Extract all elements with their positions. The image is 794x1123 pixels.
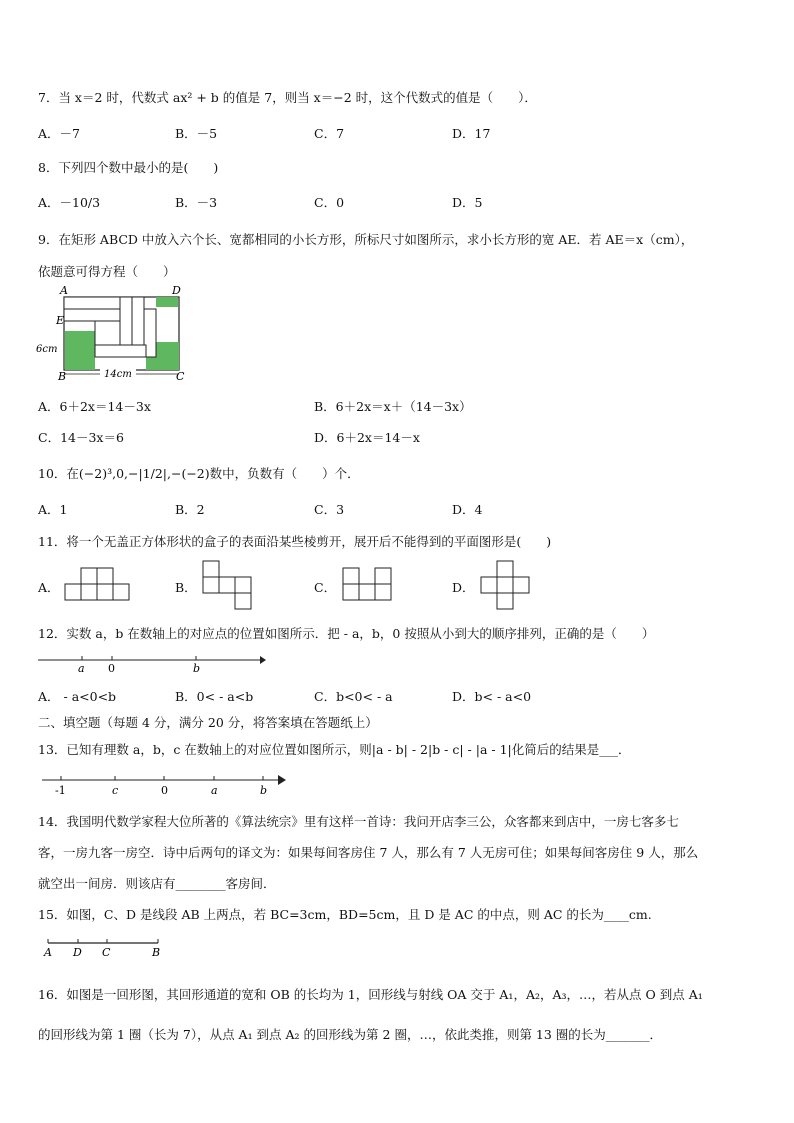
- label-d: D: [172, 284, 181, 297]
- q13-number-line: [40, 772, 290, 798]
- label-a: A: [60, 284, 68, 297]
- q9-option-a: A．6＋2x＝14－3x: [38, 399, 151, 414]
- q12-option-b: B．0< - a<b: [175, 689, 254, 704]
- q8-option-d: D．5: [452, 195, 483, 210]
- q7-option-d: D．17: [452, 126, 491, 141]
- axis-label-a: a: [78, 662, 85, 675]
- small-rect-2: [64, 309, 120, 321]
- q9-rectangle-figure: [36, 282, 186, 382]
- q8-stem: 8．下列四个数中最小的是( ): [38, 160, 219, 175]
- small-rect-3: [120, 297, 132, 345]
- label-b: B: [152, 946, 161, 959]
- label-a: A: [44, 946, 52, 959]
- label-c: C: [176, 370, 185, 382]
- q8-option-b: B．－3: [175, 195, 218, 210]
- q12-number-line: [36, 648, 268, 676]
- q14-line1: 14．我国明代数学家程大位所著的《算法统宗》里有这样一首诗：我问开店李三公，众客都来到店中，一房七客多七: [38, 814, 679, 829]
- small-rect-4: [132, 297, 144, 345]
- q11-stem: 11．将一个无盖正方体形状的盒子的表面沿某些棱剪开，展开后不能得到的平面图形是( ): [38, 534, 552, 549]
- q15-stem: 15．如图，C、D 是线段 AB 上两点，若 BC=3cm，BD=5cm，且 D 是 AC 的中点，则 AC 的长为____cm.: [38, 907, 652, 922]
- axis-label-c: c: [112, 784, 119, 797]
- q14-line2: 客，一房九客一房空．诗中后两句的译文为：如果每间客房住 7 人，那么有 7 人无房可住；如果每间客房住 9 人，那么: [38, 845, 699, 860]
- q11-option-a: A．: [38, 580, 60, 595]
- q14-line3: 就空出一间房．则该店有________客房间．: [38, 876, 276, 891]
- q16-line2: 的回形线为第 1 圈（长为 7），从点 A₁ 到点 A₂ 的回形线为第 2 圈，…，依此类推，则第 13 圈的长为_______．: [38, 1027, 663, 1042]
- q12-option-c: C．b<0< - a: [314, 689, 393, 704]
- q11-option-b: B．: [175, 580, 197, 595]
- label-14cm: 14cm: [104, 369, 132, 380]
- q9-stem-line2: 依题意可得方程（ ）: [38, 264, 176, 279]
- q11-option-d: D．: [452, 580, 475, 595]
- label-b: B: [58, 370, 67, 382]
- q10-option-b: B．2: [175, 502, 205, 517]
- q9-stem-line1: 9．在矩形 ABCD 中放入六个长、宽都相同的小长方形，所标尺寸如图所示，求小长方形的宽 AE．若 AE＝x（cm），: [38, 232, 694, 247]
- q15-segment-figure: [40, 934, 170, 962]
- q7-option-a: A．－7: [38, 126, 80, 141]
- q7-option-b: B．－5: [175, 126, 218, 141]
- q12-stem: 12．实数 a，b 在数轴上的对应点的位置如图所示．把 - a，b，0 按照从小到大的顺序排列，正确的是（ ）: [38, 626, 655, 641]
- q9-option-d: D．6＋2x＝14－x: [314, 430, 420, 445]
- axis-label-neg1: -1: [55, 784, 66, 797]
- q10-option-c: C．3: [314, 502, 345, 517]
- q7-option-c: C．7: [314, 126, 345, 141]
- q13-stem: 13．已知有理数 a，b，c 在数轴上的对应位置如图所示，则|a - b| - 2|b - c| - |a - 1|化简后的结果是___．: [38, 742, 631, 757]
- axis-label-b: b: [193, 662, 201, 675]
- q11-net-d: [478, 560, 534, 612]
- label-e: E: [56, 314, 65, 327]
- q16-line1: 16．如图是一回形图，其回形通道的宽和 OB 的长均为 1，回形线与射线 OA 交于 A₁，A₂，A₃，…，若从点 O 到点 A₁: [38, 987, 703, 1002]
- axis-label-0: 0: [161, 784, 168, 797]
- small-rect-6: [95, 345, 146, 357]
- q11-option-c: C．: [314, 580, 337, 595]
- q11-net-c: [342, 566, 396, 602]
- q10-stem: 10．在(−2)³,0,−|1/2|,−(−2)数中，负数有（ ）个．: [38, 466, 360, 481]
- axis-label-a: a: [211, 784, 218, 797]
- label-c: C: [102, 946, 111, 959]
- label-6cm: 6cm: [36, 344, 58, 355]
- q12-option-a: A． - a<0<b: [38, 689, 117, 704]
- q11-net-a: [64, 566, 134, 602]
- axis-label-0: 0: [108, 662, 115, 675]
- q7-stem: 7．当 x＝2 时，代数式 ax² + b 的值是 7，则当 x＝−2 时，这个代数式的值是（ ）．: [38, 90, 537, 105]
- section-heading: 二、填空题（每题 4 分，满分 20 分，将答案填在答题纸上）: [38, 715, 378, 730]
- q10-option-a: A．1: [38, 502, 68, 517]
- q10-option-d: D．4: [452, 502, 483, 517]
- q8-option-c: C．0: [314, 195, 345, 210]
- label-d: D: [73, 946, 82, 959]
- q8-option-a: A．－10/3: [38, 195, 101, 210]
- q9-option-c: C．14－3x＝6: [38, 430, 124, 445]
- q11-net-b: [202, 560, 256, 612]
- small-rect-1: [64, 297, 120, 309]
- shaded-top-right: [156, 297, 178, 307]
- shaded-left: [65, 331, 95, 370]
- axis-label-b: b: [260, 784, 268, 797]
- q12-option-d: D．b< - a<0: [452, 689, 532, 704]
- q9-option-b: B．6＋2x＝x＋（14－3x）: [314, 399, 472, 414]
